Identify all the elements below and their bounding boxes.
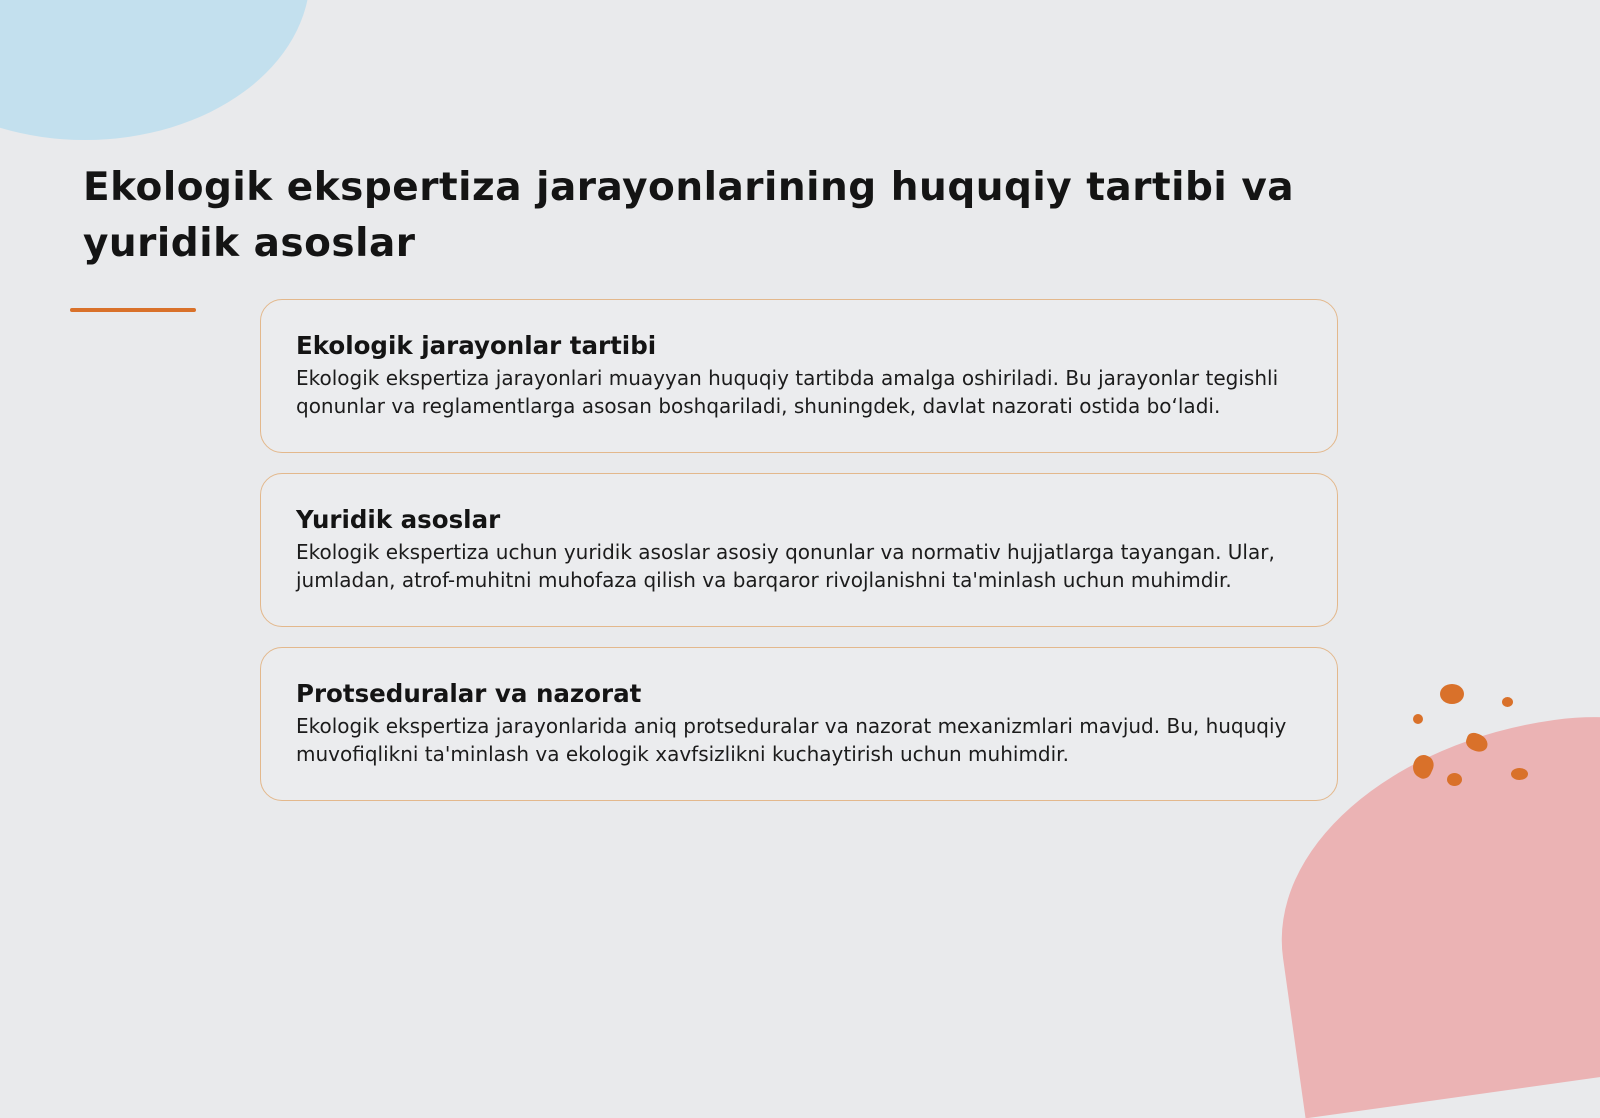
card-text: Ekologik ekspertiza uchun yuridik asoslar asosiy qonunlar va normativ hujjatlarga tayangan. Ular, jumladan, atrof-muhitni muhofaza qilish va barqaror rivojlanishni ta'minlash uchun muhimdir. xyxy=(296,540,1275,592)
slide-title: Ekologik ekspertiza jarayonlarining huquqiy tartibi va yuridik asoslar xyxy=(83,165,1295,266)
orange-dot xyxy=(1447,773,1462,786)
decorative-blue-blob xyxy=(0,0,310,140)
card-heading: Yuridik asoslar xyxy=(296,505,501,534)
orange-dot xyxy=(1440,684,1464,704)
card-heading: Protseduralar va nazorat xyxy=(296,679,642,708)
info-card xyxy=(260,299,1338,453)
card-heading: Ekologik jarayonlar tartibi xyxy=(296,331,657,360)
card-text: Ekologik ekspertiza jarayonlarida aniq protseduralar va nazorat mexanizmlari mavjud. Bu, huquqiy muvofiqlikni ta'minlash va ekologik xavfsizlikni kuchaytirish uchun muhimdir. xyxy=(296,714,1287,766)
orange-dot xyxy=(1502,697,1513,707)
info-card xyxy=(260,647,1338,801)
orange-dot xyxy=(1413,714,1423,724)
card-text: Ekologik ekspertiza jarayonlari muayyan huquqiy tartibda amalga oshiriladi. Bu jarayonlar tegishli qonunlar va reglamentlarga asosan boshqariladi, shuningdek, davlat nazorati ostida bo‘ladi. xyxy=(296,366,1279,418)
title-accent-line xyxy=(70,308,196,312)
info-card xyxy=(260,473,1338,627)
orange-dot xyxy=(1511,768,1528,780)
